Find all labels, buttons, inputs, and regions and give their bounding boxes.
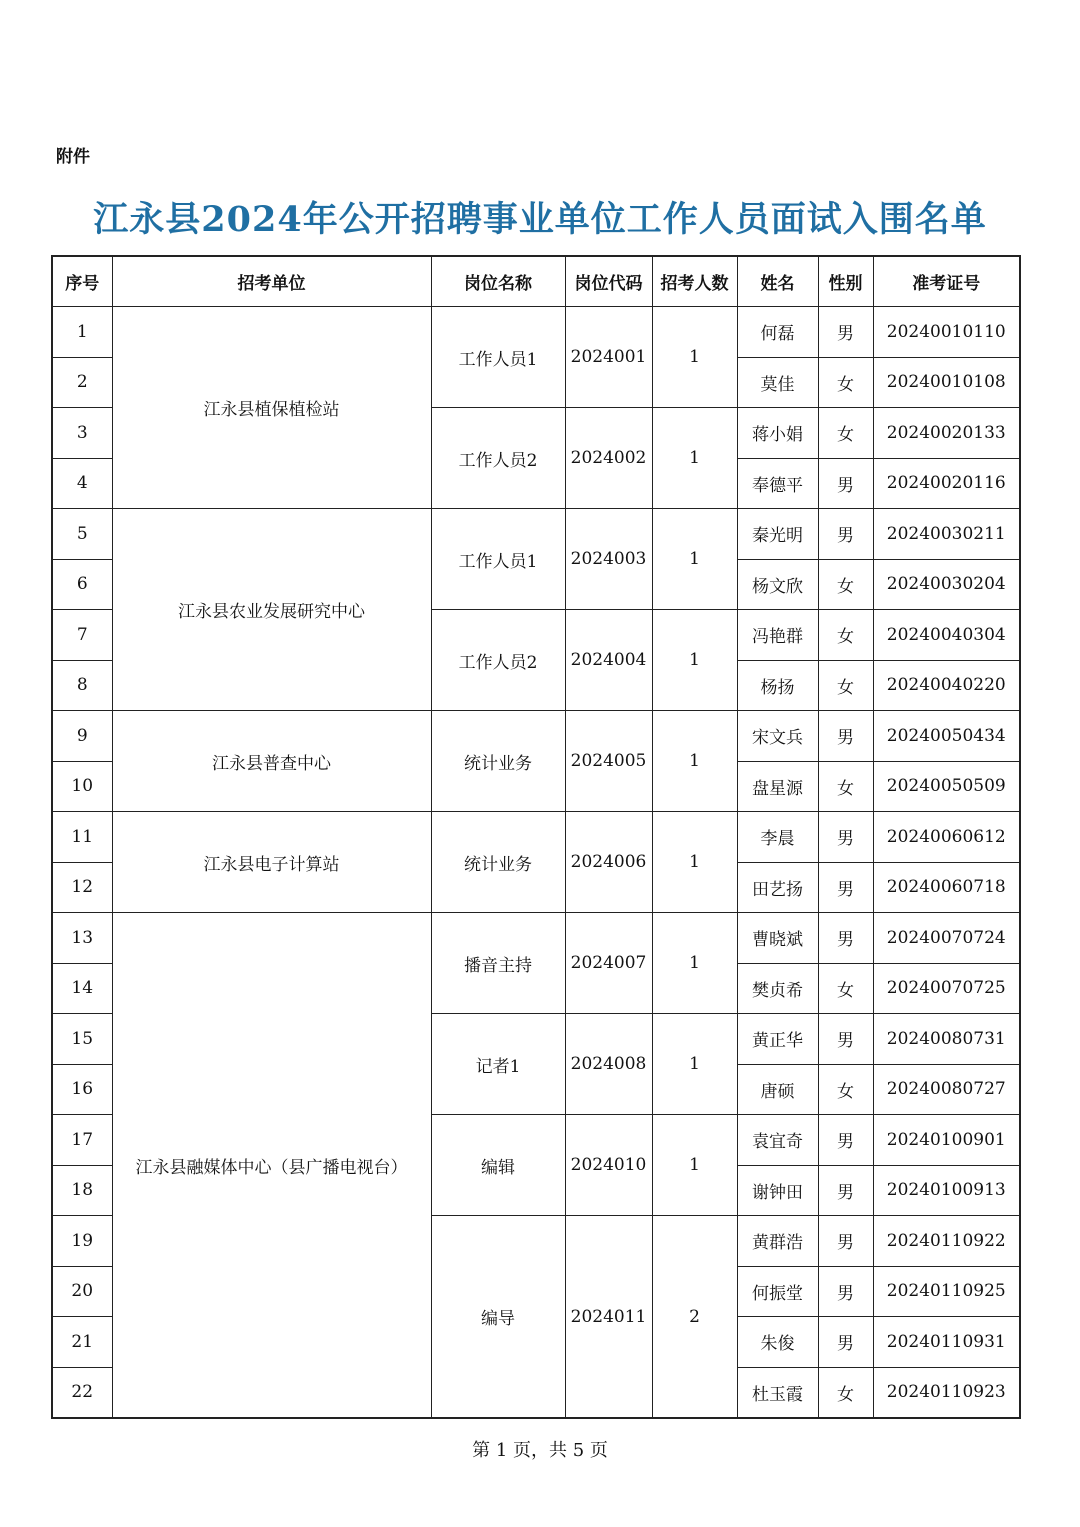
candidate-ticket: 20240070724 (873, 913, 1020, 964)
candidate-gender: 女 (818, 1367, 873, 1418)
candidate-ticket: 20240110925 (873, 1266, 1020, 1317)
candidate-gender: 女 (818, 408, 873, 459)
candidate-gender: 男 (818, 509, 873, 560)
candidate-gender: 女 (818, 660, 873, 711)
candidate-name: 何磊 (737, 307, 818, 358)
candidate-ticket: 20240030211 (873, 509, 1020, 560)
position-quota: 1 (652, 307, 737, 408)
candidate-ticket: 20240110923 (873, 1367, 1020, 1418)
candidate-name: 杨扬 (737, 660, 818, 711)
position-name: 编辑 (431, 1115, 565, 1216)
page-title: 江永县2024年公开招聘事业单位工作人员面试入围名单 (93, 199, 987, 240)
candidate-name: 唐硕 (737, 1064, 818, 1115)
row-serial: 17 (52, 1115, 112, 1166)
candidate-ticket: 20240030204 (873, 559, 1020, 610)
candidate-gender: 男 (818, 1216, 873, 1267)
table-header-row (52, 256, 1020, 307)
row-serial: 12 (52, 862, 112, 913)
candidate-gender: 男 (818, 711, 873, 762)
candidate-name: 莫佳 (737, 357, 818, 408)
candidate-gender: 男 (818, 458, 873, 509)
candidate-ticket: 20240070725 (873, 963, 1020, 1014)
candidate-ticket: 20240060612 (873, 812, 1020, 863)
candidate-name: 杜玉霞 (737, 1367, 818, 1418)
candidate-gender: 女 (818, 761, 873, 812)
table-row (52, 913, 1020, 964)
candidate-name: 黄群浩 (737, 1216, 818, 1267)
candidate-gender: 男 (818, 862, 873, 913)
candidate-name: 何振堂 (737, 1266, 818, 1317)
candidate-ticket: 20240080731 (873, 1014, 1020, 1065)
position-name: 工作人员1 (431, 509, 565, 610)
table-row (52, 711, 1020, 762)
row-serial: 16 (52, 1064, 112, 1115)
candidate-gender: 男 (818, 1115, 873, 1166)
row-serial: 18 (52, 1165, 112, 1216)
candidate-ticket: 20240020133 (873, 408, 1020, 459)
candidate-gender: 女 (818, 357, 873, 408)
row-serial: 20 (52, 1266, 112, 1317)
candidate-name: 田艺扬 (737, 862, 818, 913)
position-quota: 1 (652, 913, 737, 1014)
candidate-gender: 女 (818, 1064, 873, 1115)
position-code: 2024010 (565, 1115, 652, 1216)
candidate-name: 盘星源 (737, 761, 818, 812)
candidate-ticket: 20240110922 (873, 1216, 1020, 1267)
row-serial: 4 (52, 458, 112, 509)
candidate-ticket: 20240100913 (873, 1165, 1020, 1216)
candidate-ticket: 20240100901 (873, 1115, 1020, 1166)
header-quota: 招考人数 (652, 256, 737, 307)
candidate-gender: 男 (818, 913, 873, 964)
candidate-gender: 女 (818, 559, 873, 610)
candidate-name: 宋文兵 (737, 711, 818, 762)
header-unit: 招考单位 (112, 256, 431, 307)
position-quota: 1 (652, 509, 737, 610)
table-row (52, 509, 1020, 560)
candidate-gender: 男 (818, 1165, 873, 1216)
candidate-name: 奉德平 (737, 458, 818, 509)
position-quota: 1 (652, 711, 737, 812)
attachment-label: 附件 (56, 147, 90, 167)
row-serial: 13 (52, 913, 112, 964)
candidate-gender: 男 (818, 307, 873, 358)
candidate-gender: 女 (818, 963, 873, 1014)
candidate-name: 李晨 (737, 812, 818, 863)
row-serial: 10 (52, 761, 112, 812)
position-quota: 1 (652, 408, 737, 509)
position-code: 2024001 (565, 307, 652, 408)
unit-name: 江永县融媒体中心（县广播电视台） (112, 913, 431, 1419)
candidate-gender: 男 (818, 1317, 873, 1368)
position-name: 编导 (431, 1216, 565, 1419)
position-code: 2024004 (565, 610, 652, 711)
position-name: 记者1 (431, 1014, 565, 1115)
row-serial: 1 (52, 307, 112, 358)
row-serial: 14 (52, 963, 112, 1014)
candidate-ticket: 20240010108 (873, 357, 1020, 408)
row-serial: 5 (52, 509, 112, 560)
candidate-gender: 男 (818, 812, 873, 863)
unit-name: 江永县电子计算站 (112, 812, 431, 913)
row-serial: 22 (52, 1367, 112, 1418)
row-serial: 21 (52, 1317, 112, 1368)
candidate-gender: 女 (818, 610, 873, 661)
candidate-name: 冯艳群 (737, 610, 818, 661)
position-name: 统计业务 (431, 711, 565, 812)
candidate-ticket: 20240040304 (873, 610, 1020, 661)
row-serial: 15 (52, 1014, 112, 1065)
candidate-ticket: 20240050509 (873, 761, 1020, 812)
position-name: 工作人员2 (431, 610, 565, 711)
candidate-name: 樊贞希 (737, 963, 818, 1014)
candidate-ticket: 20240110931 (873, 1317, 1020, 1368)
header-serial: 序号 (52, 256, 112, 307)
row-serial: 7 (52, 610, 112, 661)
position-name: 统计业务 (431, 812, 565, 913)
position-code: 2024005 (565, 711, 652, 812)
position-code: 2024007 (565, 913, 652, 1014)
header-name: 姓名 (737, 256, 818, 307)
position-quota: 1 (652, 1014, 737, 1115)
candidate-ticket: 20240060718 (873, 862, 1020, 913)
row-serial: 8 (52, 660, 112, 711)
header-gender: 性别 (818, 256, 873, 307)
row-serial: 3 (52, 408, 112, 459)
position-quota: 2 (652, 1216, 737, 1419)
position-code: 2024003 (565, 509, 652, 610)
table-row (52, 307, 1020, 358)
position-name: 播音主持 (431, 913, 565, 1014)
position-quota: 1 (652, 812, 737, 913)
header-position-name: 岗位名称 (431, 256, 565, 307)
candidate-name: 秦光明 (737, 509, 818, 560)
position-code: 2024002 (565, 408, 652, 509)
candidate-ticket: 20240080727 (873, 1064, 1020, 1115)
candidate-name: 袁宜奇 (737, 1115, 818, 1166)
position-quota: 1 (652, 1115, 737, 1216)
position-name: 工作人员2 (431, 408, 565, 509)
candidate-name: 黄正华 (737, 1014, 818, 1065)
unit-name: 江永县普查中心 (112, 711, 431, 812)
position-code: 2024011 (565, 1216, 652, 1419)
position-code: 2024006 (565, 812, 652, 913)
header-position-code: 岗位代码 (565, 256, 652, 307)
candidate-name: 曹晓斌 (737, 913, 818, 964)
page-footer: 第 1 页，共 5 页 (472, 1440, 608, 1461)
candidate-name: 杨文欣 (737, 559, 818, 610)
candidate-ticket: 20240050434 (873, 711, 1020, 762)
unit-name: 江永县植保植检站 (112, 307, 431, 509)
candidate-gender: 男 (818, 1266, 873, 1317)
row-serial: 19 (52, 1216, 112, 1267)
row-serial: 11 (52, 812, 112, 863)
table-row (52, 812, 1020, 863)
candidate-ticket: 20240040220 (873, 660, 1020, 711)
candidate-name: 蒋小娟 (737, 408, 818, 459)
candidate-name: 朱俊 (737, 1317, 818, 1368)
position-quota: 1 (652, 610, 737, 711)
unit-name: 江永县农业发展研究中心 (112, 509, 431, 711)
position-name: 工作人员1 (431, 307, 565, 408)
candidate-gender: 男 (818, 1014, 873, 1065)
candidate-ticket: 20240010110 (873, 307, 1020, 358)
row-serial: 6 (52, 559, 112, 610)
row-serial: 9 (52, 711, 112, 762)
header-ticket-number: 准考证号 (873, 256, 1020, 307)
row-serial: 2 (52, 357, 112, 408)
candidate-name: 谢钟田 (737, 1165, 818, 1216)
position-code: 2024008 (565, 1014, 652, 1115)
candidate-ticket: 20240020116 (873, 458, 1020, 509)
candidate-table (51, 255, 1021, 1419)
